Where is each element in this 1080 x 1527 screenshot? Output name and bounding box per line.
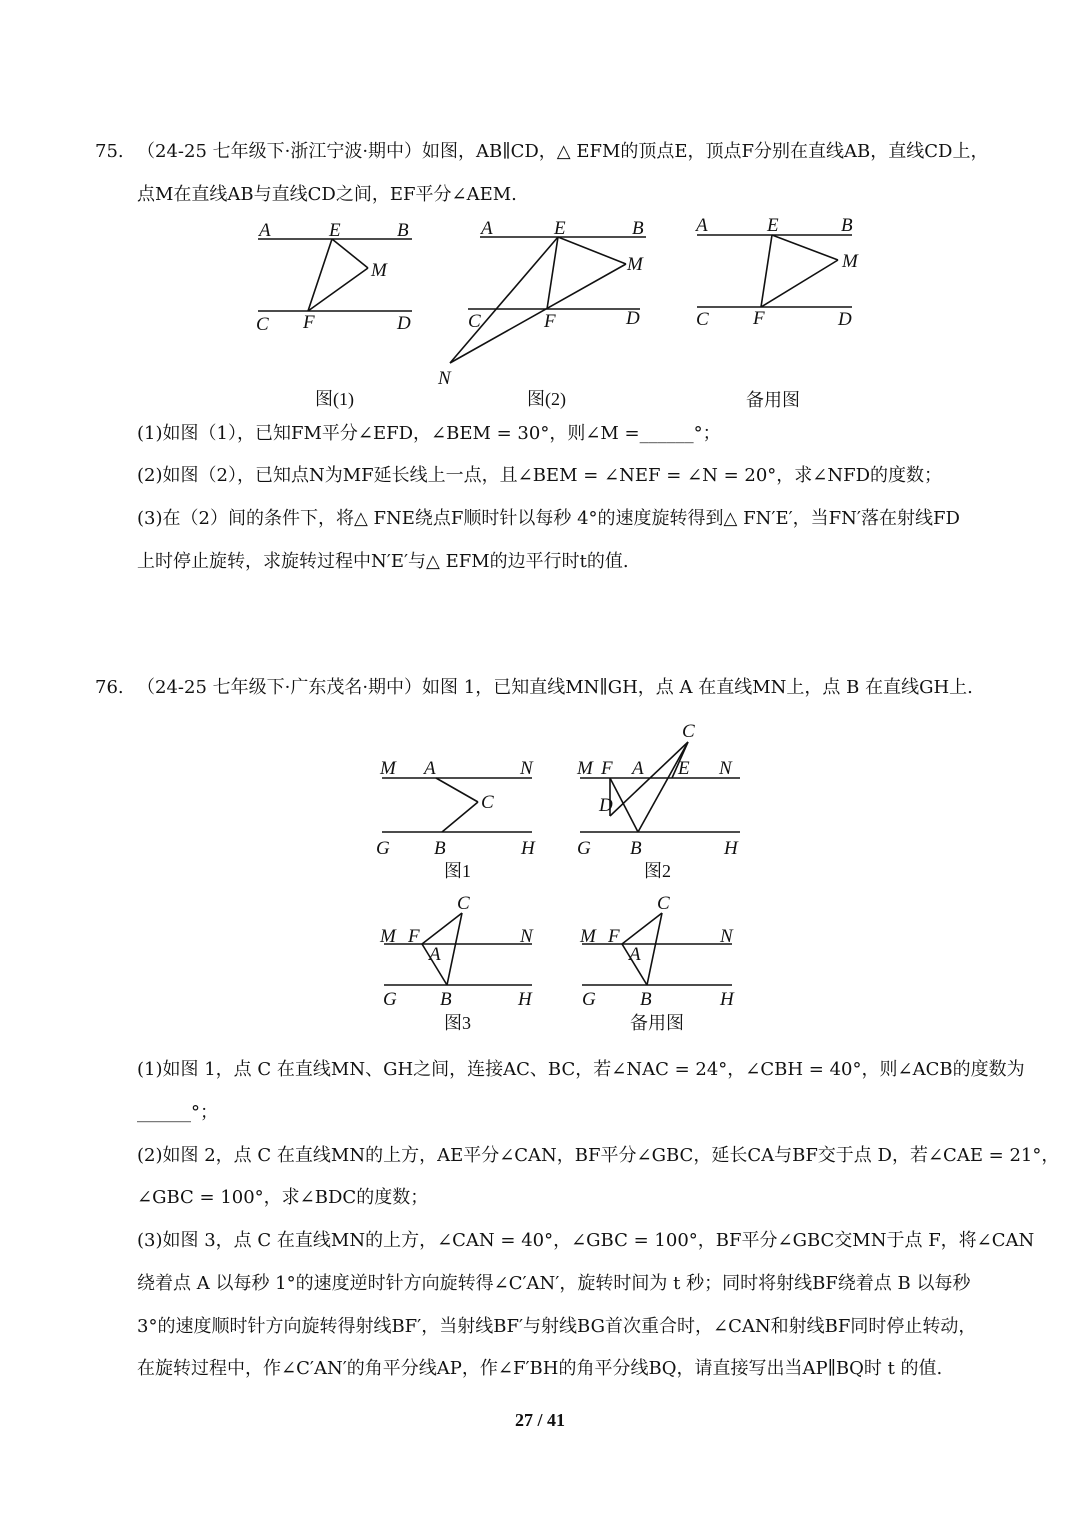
svg-text:F: F [608,926,620,947]
q75-number: 75. [95,141,124,162]
svg-text:E: E [554,218,566,239]
svg-text:N: N [719,758,732,779]
q75-figures [240,210,880,419]
q75-figure-spare [694,215,859,410]
svg-text:C: C [481,792,494,813]
q76-number: 76. [95,677,124,698]
svg-text:A: A [696,215,708,236]
svg-text:F: F [601,758,613,779]
q76-figure-3 [379,893,534,1033]
svg-text:A: A [259,220,271,241]
svg-text:N: N [520,758,533,779]
svg-text:M: M [371,260,387,281]
q76-part3-line4: 在旋转过程中，作∠C′AN′的角平分线AP，作∠F′BH的角平分线BQ，请直接写出当AP∥BQ时 t 的值. [137,1358,943,1379]
svg-text:N: N [520,926,533,947]
q76-part1-line2: ______°； [137,1102,218,1123]
svg-text:B: B [440,989,452,1010]
svg-text:C: C [468,311,481,332]
svg-text:F: F [544,311,556,332]
svg-text:H: H [518,989,532,1010]
q76-caption-spare: 备用图 [630,1013,684,1033]
svg-text:M: M [577,758,593,779]
svg-text:B: B [397,220,409,241]
svg-text:M: M [627,254,643,275]
q76-caption-2: 图2 [644,861,671,881]
q76-part1-line1: (1)如图 1，点 C 在直线MN、GH之间，连接AC、BC，若∠NAC = 24°，∠CBH = 40°，则∠ACB的度数为 [137,1059,1025,1080]
svg-text:H: H [521,838,535,859]
q75-caption-1: 图(1) [315,389,354,409]
q76-part3-line3: 3°的速度顺时针方向旋转得射线BF′，当射线BF′与射线BG首次重合时，∠CAN和射线BF同时停止转动， [137,1316,977,1337]
svg-text:B: B [841,215,853,236]
q75-part1: (1)如图（1），已知FM平分∠EFD，∠BEM = 30°，则∠M =______°； [137,423,721,444]
svg-text:A: A [424,758,436,779]
page-number: 27 / 41 [514,1410,565,1430]
q75-figure-1 [256,220,412,410]
q75-part3-line1: (3)在（2）间的条件下，将△ FNE绕点F顺时针以每秒 4°的速度旋转得到△ FN′E′，当FN′落在射线FD [137,508,960,529]
svg-text:C: C [657,893,670,914]
svg-text:C: C [696,309,709,330]
q75-figure-2 [437,218,646,410]
svg-text:A: A [629,944,641,965]
q75-line2: 点M在直线AB与直线CD之间，EF平分∠AEM. [137,184,517,205]
svg-text:A: A [481,218,493,239]
svg-text:C: C [682,721,695,742]
q76-figures [370,715,760,1044]
svg-text:G: G [383,989,397,1010]
q76-part3-line2: 绕着点 A 以每秒 1°的速度逆时针方向旋转得∠C′AN′，旋转时间为 t 秒；同时将射线BF绕着点 B 以每秒 [137,1273,971,1294]
svg-text:M: M [842,251,858,272]
svg-text:D: D [599,795,613,816]
q76-part3-line1: (3)如图 3，点 C 在直线MN的上方，∠CAN = 40°，∠GBC = 100°，BF平分∠GBC交MN于点 F，将∠CAN [137,1230,1035,1251]
q76-figure-2 [576,721,740,881]
svg-text:H: H [724,838,738,859]
svg-text:C: C [256,314,269,335]
q76-caption-1: 图1 [444,861,471,881]
svg-text:N: N [438,368,451,389]
q75-caption-2: 图(2) [527,389,566,409]
svg-text:F: F [303,312,315,333]
q75-part3-line2: 上时停止旋转，求旋转过程中N′E′与△ EFM的边平行时t的值. [137,551,629,572]
svg-text:M: M [380,926,396,947]
q76-figure-1 [376,758,536,881]
q76-part2-line1: (2)如图 2，点 C 在直线MN的上方，AE平分∠CAN，BF平分∠GBC，延长CA与BF交于点 D，若∠CAE = 21°， [137,1145,1060,1166]
svg-text:N: N [720,926,733,947]
svg-text:B: B [630,838,642,859]
svg-text:G: G [577,838,591,859]
svg-text:G: G [582,989,596,1010]
svg-text:F: F [408,926,420,947]
q76-figure-spare [579,893,735,1033]
svg-text:C: C [457,893,470,914]
q76-caption-3: 图3 [444,1013,471,1033]
svg-text:B: B [632,218,644,239]
q75-line1: （24-25 七年级下·浙江宁波·期中）如图，AB∥CD，△ EFM的顶点E，顶点F分别在直线AB，直线CD上， [137,141,989,162]
svg-text:D: D [397,313,411,334]
q75-part2: (2)如图（2），已知点N为MF延长线上一点，且∠BEM = ∠NEF = ∠N = 20°，求∠NFD的度数； [137,465,943,486]
svg-text:M: M [580,926,596,947]
svg-text:E: E [767,215,779,236]
svg-text:H: H [720,989,734,1010]
svg-text:F: F [753,308,765,329]
svg-text:B: B [640,989,652,1010]
q75-caption-3: 备用图 [746,390,800,410]
svg-text:D: D [838,309,852,330]
svg-text:E: E [678,758,690,779]
svg-text:E: E [329,220,341,241]
svg-text:D: D [626,308,640,329]
svg-text:A: A [632,758,644,779]
svg-text:M: M [380,758,396,779]
svg-text:G: G [376,838,390,859]
svg-text:A: A [429,944,441,965]
q76-part2-line2: ∠GBC = 100°，求∠BDC的度数； [137,1187,429,1208]
svg-text:B: B [434,838,446,859]
q76-line1: （24-25 七年级下·广东茂名·期中）如图 1，已知直线MN∥GH，点 A 在直线MN上，点 B 在直线GH上. [137,677,973,698]
